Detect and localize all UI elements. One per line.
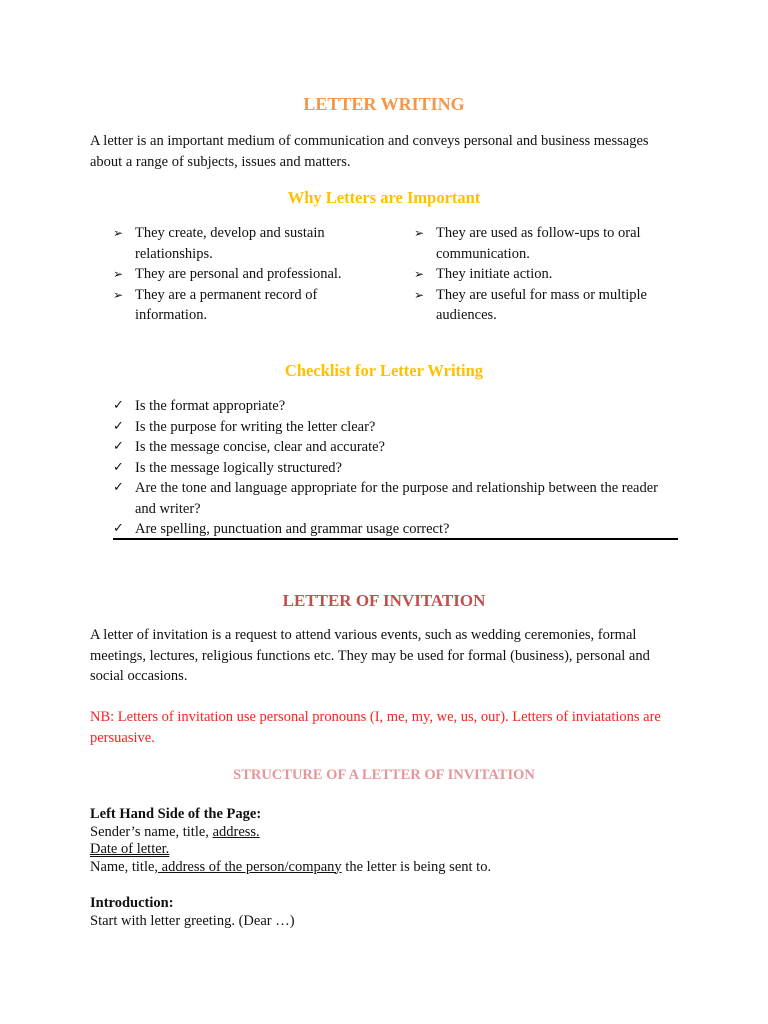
checklist-item: ✓ Is the format appropriate? [113, 396, 678, 417]
arrow-bullet-icon: ➢ [414, 287, 425, 302]
list-item: ➢ They initiate action. [414, 264, 676, 285]
invitation-heading: LETTER OF INVITATION [282, 591, 486, 610]
checklist-item: ✓ Is the message concise, clear and accurate? [113, 437, 678, 458]
arrow-bullet-icon: ➢ [113, 226, 124, 240]
checklist-item: ✓ Is the purpose for writing the letter clear? [113, 417, 678, 438]
checklist-item: ✓ Are the tone and language appropriate for the purpose and relationship between the reader and writer? [113, 480, 658, 517]
arrow-bullet-icon: ➢ [113, 287, 124, 302]
arrow-bullet-icon: ➢ [414, 267, 425, 281]
list-item: ➢ They are a permanent record of information. [113, 286, 318, 323]
checkmark-icon: ✓ [113, 480, 124, 495]
checkmark-icon: ✓ [113, 521, 124, 536]
introduction-label: Introduction: [90, 895, 174, 911]
invitation-intro: A letter of invitation is a request to attend various events, such as wedding ceremonies, formal meetings, lectures, religious functions etc. They may be used for formal (business), personal and social occasions. [90, 627, 650, 684]
why-list-left [113, 223, 363, 326]
arrow-bullet-icon: ➢ [113, 267, 124, 281]
checkmark-icon: ✓ [113, 439, 124, 454]
left-hand-side-block [90, 806, 690, 876]
checkmark-icon: ✓ [113, 418, 124, 434]
checklist-item: ✓ Is the message logically structured? [113, 458, 678, 479]
list-item: ➢ They are personal and professional. [113, 264, 363, 285]
checkmark-icon: ✓ [113, 398, 124, 413]
checklist [113, 396, 678, 540]
why-letters-heading: Why Letters are Important [287, 188, 481, 207]
section-divider [113, 538, 678, 540]
structure-heading: STRUCTURE OF A LETTER OF INVITATION [233, 767, 535, 783]
checklist-item: ✓ Are spelling, punctuation and grammar usage correct? [113, 519, 678, 540]
sender-line: Sender’s name, title, address. [90, 823, 260, 840]
intro-paragraph: A letter is an important medium of communication and conveys personal and business messages about a range of subjects, issues and matters. [90, 133, 649, 170]
introduction-text: Start with letter greeting. (Dear …) [90, 912, 295, 929]
nb-note: NB: Letters of invitation use personal pronouns (I, me, my, we, us, our). Letters of inviatations are persuasive. [90, 709, 661, 746]
checkmark-icon: ✓ [113, 459, 124, 475]
list-item: ➢ They are used as follow-ups to oral communication. [414, 225, 641, 262]
why-list-right [414, 223, 676, 326]
recipient-line: Name, title, address of the person/company the letter is being sent to. [90, 858, 492, 875]
arrow-bullet-icon: ➢ [414, 226, 425, 240]
left-hand-side-label: Left Hand Side of the Page: [90, 806, 262, 822]
checklist-heading: Checklist for Letter Writing [284, 361, 484, 380]
list-item: ➢ They create, develop and sustain relationships. [113, 225, 325, 262]
list-item: ➢ They are useful for mass or multiple audiences. [414, 286, 647, 323]
introduction-block [90, 895, 690, 930]
document-title: LETTER WRITING [303, 94, 465, 114]
date-line: Date of letter. [90, 841, 170, 857]
